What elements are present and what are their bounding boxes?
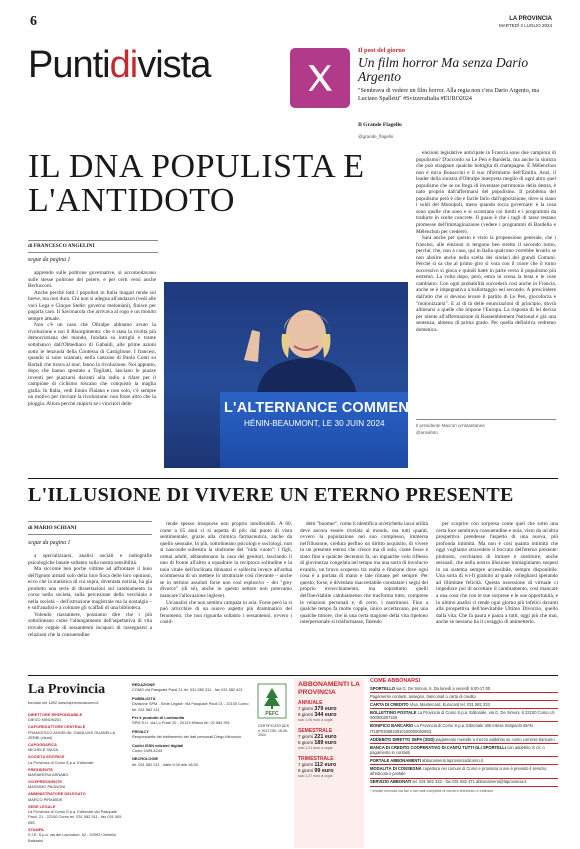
paragraph: Sarà anche per questo e visto la propensione generale, che i francesi, alle elezioni si tengono ben stretto il secondo turno, perché, che, non a caso, qui in Italia qualcuno vorrebbe levarlo se non abolire anche nella scelta dei sindaci dei grandi Comuni. Perché si sa che al primo giro si vota con il cuore che il turno successivo si gioca e quindi batte in parte verso il populismo più estremo. La volta dopo, però, entra in scena la testa e le cose cambiano. Con ogni probabilità succederà così anche in Francia, anche se è impegnativa a ballottaggio nel secondo. A prescindere dall'alto che si devono levare il partito di Le Pen, giocoforza e "molonizzarsi". E al di là delle enunciazioni di principio, dovrà allinearsi a quelle che impone l'Europa. La risposta di lei decisa per niente all'affermazione di Rassemblement National è già una sentenza, almeno di prima grado. Per quella definitiva vedremo domenica. [416,235,556,333]
staff-label: CAPOGRAFICA [28,742,57,748]
how-to-value: La Provincia di Como S.p.a. Editoriale UBI Intesa Sanpaolo IBAN IT18P0306910910100000062663 [370,723,533,734]
staff-row [28,791,126,802]
article2-continuation: segue da pagina 1 [28,540,71,546]
post-quote: "Sembrava di vedere un film horror. Alla regia non c'era Dario Argento, ma Luciano Spalletti" #SvizzeraItalia #EURO2024 [358,88,540,102]
staff-label: STAMPA [28,826,44,832]
how-to-label: MODALITÀ DI CONSEGNA [370,766,422,772]
staff-row [28,827,126,843]
staff-value: S.I.E. S.p.a. via dei Lavoratori, 52 - 20092 Cinisello Balsamo [28,832,117,843]
plan-days: 6 giorni [298,768,314,773]
staff-row [28,804,126,826]
article2-byline: di MARIO SCHIANI [28,525,77,531]
staff-label: PRESIDENTE [28,766,53,772]
post-handle: @grande_flagello [358,134,394,139]
plan-price: 344 euro [314,712,337,718]
banner-main-text: L'ALTERNANCE COMMENCE [224,400,430,416]
plan-price: 221 euro [314,734,337,740]
how-to-row [370,701,558,709]
editorial-row [132,696,252,712]
how-to-value: Pagamento contanti, assegno, bancomat o carta di credito [370,693,476,699]
divider [28,521,152,522]
founded-line: fondato nel 1892 www.laprovinciacomo.it [28,700,99,705]
article1-continuation: segue da pagina 1 [28,257,71,263]
paragraph: a specializzarsi, analisi sociali e radiografie psicologiche basate soltanto sulla nostra sensibilità. [28,553,152,566]
how-to-value: copertura nei comuni di Como e provincia a ove è previsto il servizio, all'edicola o postale [370,766,548,777]
staff-value: MASSIMO PAGNONI [28,784,66,790]
staff-value: FRANCESCO ANGELINI, GIANLUIGI GUANELLA ZERBI (vicari) [28,729,115,741]
divider [28,534,152,535]
editorial-row [132,756,252,767]
how-to-label: BONIFICO BANCARIO [370,723,414,729]
editorial-label: NECROLOGIE [132,756,159,762]
plan-name: SEMESTRALE [298,728,333,734]
editorial-row [132,682,252,693]
post-title: Un film horror Ma senza Dario Argento [358,55,529,84]
pefc-label: PEFC [265,711,279,717]
staff-value: MARIAROSA ARNABO [28,772,69,778]
plan-price: 99 euro [314,768,334,774]
how-to-row [370,744,558,757]
masthead-date: MARTEDÌ 2 LUGLIO 2024 [499,23,552,28]
plan-note: solo 1,27 euro a copia [298,774,333,778]
staff-row [28,754,126,765]
how-to-row [370,757,558,765]
section-title-part1: Punti [28,44,110,86]
staff-value: La Provincia di Como S.p.a. Editoriale via Pasquale Paoli, 21 - 22100 Como tel. 031 582 311 - fax 031 505 055 [28,809,122,825]
plan-name: TRIMESTRALE [298,756,334,762]
plan-days: 7 giorni [298,734,314,739]
staff-row [28,767,126,778]
how-to-value: pagamento mensile a mezzo addebito su conto corrente bancario [435,736,555,742]
staff-value: MICHELE SIAGA [28,747,59,753]
staff-value: La Provincia di Como S.p.a. Editoriale [28,759,94,765]
paragraph: apprendo sulle poltrone governative, si accomodavano sulle stesse poltrone del potere, e per certi versi anche Berlusconi. [28,270,156,290]
section-title-part3: vista [137,44,211,86]
section-title [28,46,210,84]
article1-column-left [28,270,156,470]
how-to-rows [370,685,558,787]
plan-price: 189 euro [314,740,337,746]
plan-note: solo 1,21 euro a copia [298,746,333,750]
staff-value: MARCO PIRAMIDE [28,796,63,802]
article2-headline: L'ILLUSIONE DI VIVERE UN ETERNO PRESENTE [28,484,514,506]
staff-box [28,712,126,844]
subscription-plan [298,756,362,778]
certification-note: CERTIFICATO ADS n. 9112 DEL 18-05-2024 [258,724,289,738]
how-to-title: COME ABBONARSI [370,678,421,684]
subscription-plan [298,728,362,750]
post-kicker: Il post del giorno [358,47,406,54]
article2-column-3 [300,521,428,663]
paragraph: rende spesso insoporse non proprio intollerabili. A 60, come a 65 anni ci si aspetta di più: dal punto di vista sentimentale, grazie alla chimica farmaceutica, anche da quello sessuale. In più, sottolineano psicologi e sociologi, non si nasconde subentra la sindrome del "nido vuoto": i figli, ormai adulti, abbandonano la casa dei genitori, lasciando li uno di fronte all'altro a squadrare la reciproca solitudine e la noia vitale dell'inclinata dinnanzi e sollecita invece all'ardua scommessa di un mettere lo strutturale così rilevante – anche se in termini assoluti forse non così esplosivo – dei "grey divorce" (di sé), anche in questo settore non potevamo mancare l'allocazione inglese). [160,521,292,600]
editorial-row [132,729,252,740]
plan-price: 112 euro [314,762,337,768]
staff-label: CAPOREDATTORE CENTRALE [28,724,86,730]
article1-byline: di FRANCESCO ANGELINI [28,243,95,249]
how-to-value: via G. De Simoni, 6. Da lunedì a venerdì 9.00-17.00 [396,685,491,691]
banner-sub-text: HÉNIN-BEAUMONT, LE 30 JUIN 2024 [244,419,385,428]
editorial-value: tel. 031 582 211 - dalle 9.00 alle 18.00 [132,761,198,767]
subscription-plan [298,700,362,722]
footer-divider [28,675,558,676]
how-to-row [370,693,558,701]
editorial-value: Divisione SPM - Sede Legale: Via Pasquale Paoli 21 - 22100 Como tel. 031 582 211 [132,701,249,712]
section-divider [28,478,558,479]
staff-row [28,712,126,723]
editorial-label: PRIVACY [132,728,150,734]
paragraph: Volendo riassumere, possiamo dire che i più sottolineano come l'allungamento dell'aspettativa di vita trovale coppie di sessantenni incapaci di rassegnarsi a relazioni che la consuetudine [28,611,152,638]
how-to-label: CARTA DI CREDITO [370,701,409,707]
subscriptions-list [298,700,362,784]
how-to-row [370,736,558,744]
divider [416,419,556,420]
editorial-label: REDAZIONE [132,682,155,687]
how-to-label: BOLLETTINO POSTALE [370,709,417,715]
paragraph: Ma siccome ben poche vittime ad affrontare il buio dell'ignoto armati solo della luce fioca delle loro opinioni, ecco che la statistica di cui sopra, diventata notizia, ha già prodotto una serie di dissertazioni sul cambiamento in corso nella società, sulla percezione della vecchiaia e nella società – dell'istruzione magistrale ma la nostalgia – e sull'analisi e a colmare gli scaffali di una biblioteca. [28,566,152,612]
how-to-label: BANCA DI CREDITO COOPERATIVO DI CANTÙ TUTTI GLI SPORTELLI [370,744,506,750]
paragraph: Non c'è un caso che Oltralpe abbiamo avuto la rivoluzione e noi il Risorgimento: che è stata la rivolta più democristiana del mondo, fondata su intrighi e trame sottobanco dall'Obbediaco di Gabaldi, alle prime azioni sotto le lenzuola della Contessa di Castiglione. I francesi, quando si sono scannati, nella canzone di Paolo Conti su Bartali che tirava al tour, fanno la rivoluzione. Noi appunto, dopo che hanno spostato a Togliatti, lasciano le piazze roventi per piazzarsi davanti alla radio a tifare per il campione di ciclismo toscano che conquistò la maglia gialla. In Italia, vedi Ennio Flaiano e non solo, c'è sempre un motivo per rinviare la rivoluzione: non fosse altro che la pioggia. Allora perché stupirsi se i vincitori delle [28,322,156,407]
how-to-value: con addebito in c/c o pagamento in contanti [370,744,545,756]
how-to-value: tel. 031 582 333 - fax 031 582 471 abbonamenti@laprovincia.it [412,779,527,785]
subscriptions-title: ABBONAMENTI LA PROVINCIA [298,681,360,696]
how-to-value: La Provincia di Como S.p.a. Editoriale, via G. De Simoni, 6 22100 Como c/c 000000297226 [370,709,555,721]
staff-label: VICEPRESIDENTE [28,778,62,784]
divider [28,252,158,253]
paragraph: detti "boomer", come li identifica un'etichetta lacui utilità deve ancora essere rivelata al mondo, ma tutti quanti, ovvero la popolazione nel suo complesso, immersa nell'illusione, creduta perfino un diritto acquisito, di vivere in un presente eterno che cresce ma di solo, come fosse è stato fino a qualche decennio fa, un inguaribe volo riflesso di giovinezza congelata nel tempo ma una sorta di involucro evanito, un bravo scoperso tra realtà e finzione dove ogni cosa è a portata di mano e tale rimane per sempre. Per questo, forse, è diventato inaccettabile constatare i segni del proprio invecchiamento, ma soprattutto quelli dell'inevitabile cambiamento che trasforma tutto, comprese le relazioni personali e, di certo, i matrimoni. Fino a qualche tempo fa molte coppie, unico accettavano, per una qualche timore, che in una certa stagione della vita ripetono interpersonale si trasformasse, finendo [300,521,428,626]
staff-label: SOCIETÀ EDITRICE [28,754,65,760]
how-to-row [370,709,558,722]
staff-label: DIRETTORE RESPONSABILE [28,712,83,717]
x-icon [303,61,337,95]
masthead-name: LA PROVINCIA [509,16,552,22]
how-to-label: ADDEBITO DIRETTO SEPA (SDD) [370,736,435,742]
plan-days: 6 giorni [298,740,314,745]
article2-column-2 [160,521,292,663]
article2-column-4 [436,521,558,663]
how-to-label: SPORTELLO [370,685,396,691]
editorial-row [132,715,252,726]
photo-caption: Il presidente Macron un'istantanea [416,423,485,428]
paragraph: elezioni legislative anticipate in Francia sono due campioni di populismo? D'accordo su Le Pen e Bardella, ma anche la sinistra che può strappare qualche bottiglia di champagne. È Mélenchon non è mica Bonaccini e il suo riformismo dell'Emilia. Anzi, il leader della sinistra d'Oltralpe interpreta meglio di ogni altro quel populismo che se ne frega di inventare patrimonio della destra, è nato proprio dall'affermarsi del populismo. Il problema del populismo però è che è facile farlo dall'opposizione, dove si siano i soldi del Monopoli, meno quando tocca governare: è la cosa sono quelle che sono e si scontrano coi limiti e i programmi da tradurre in scelte concrete. Il guaio è che i tagli di tasse restano promesse dell'immaginazione (vedere i programmi di Bardella e Mélenchon per credere). [416,150,556,235]
plan-name: ANNUALE [298,700,323,706]
article1-headline: IL DNA POPULISTA E L'ANTIDOTO [28,148,365,219]
how-to-row [370,765,558,778]
staff-row [28,742,126,753]
x-logo-card [290,48,350,108]
plan-note: solo 1,06 euro a copia [298,718,333,722]
plan-price: 379 euro [314,706,337,712]
editorial-value: COMO via Pasquale Paoli 21 tel. 031 582 311 - fax 031 582 421 [132,687,243,693]
editorial-value: Responsabile del trattamento dei dati personali Diego Minonzio [132,734,242,740]
photo-credit: @ansafoto [416,430,438,435]
how-to-subscribe [370,678,558,848]
staff-value: DIEGO MINONZIO [28,717,62,723]
how-to-value: Visa, Mastercard, Eurocard tel. 031 582 333 [409,701,490,707]
how-to-label: SERVIZIO ABBONATI [370,779,412,785]
staff-label: SEDE LEGALE [28,803,56,809]
plan-days: 7 giorni [298,762,314,767]
how-to-value: abbonamenti.laprovinciadicomo.it [422,758,483,764]
staff-row [28,779,126,790]
how-to-note: * inviate ricevuta via fax o via mail completa di numero telefonico e indirizzo [370,788,494,793]
editorial-row [132,743,252,754]
staff-label: AMMINISTRATORE DELEGATO [28,791,86,797]
article1-column-right [416,150,556,412]
paragraph: per scoprire con sorpresa come quel che sotto una certa luce sembrava consuetudine e noia, visto da un'altra prospettiva prendesse l'aspetto di una nuova, più profonda intimità. Ma non è così quanta intimità che oggi vogliamo stravedere il boccato dell'eterno presente: piuttosto, cerchiamo di imitare e sostituire, anche sessuali, che nella nostra illusione immaginiamo sospesi in un sistema sempre accessibile, sempre disponibile. Una sorta di wi-fi gratuito al quale collegharsi sperando ad illimitate felicità. Questa ossessione di virtuale ci impedisce poi di accettare il cambiamento, così mancare a una cosa che con le sue sorprese e le sue opportunità, e in ultimo analisi ci rende ogni giorno più infelici davanti alla prospettiva dell'inevitabile Ultimo Divorzio, quello dalla vita. Che fa paura e paura a tutti, oggi più che mai, anche se nessuno ha il coraggio di ammetterlo. [436,521,558,626]
page-number: 6 [30,14,37,29]
newspaper-logo: La Provincia [28,682,106,697]
editorial-label: Codici ISSN edizioni digitali [132,742,184,748]
plan-days: 6 giorni [298,712,314,717]
how-to-row [370,722,558,735]
article2-column-1 [28,553,152,663]
pefc-logo [258,684,286,718]
plan-days: 7 giorni [298,706,314,711]
editorial-label: Per il prodotto di Lombardia [132,715,185,721]
paragraph: Anche perché tutti i populisti in Italia magari rende sul breve, ma non dura. Chi non si adegua all'andazzo (vedi alle voci Lega e Cinque Stelle: governo meloniani), finisce per pagarla caro. Il Savonarola che arrivava al rogo è un monito sempre attuale. [28,289,156,322]
speaker-figure [246,300,366,400]
editorial-value: SPM S.r.l. via Lo Frate 20 - 20124 Milano tel. 02 584 991 [132,720,230,726]
paragraph: Un'analisi che non sembra campata in aria. Forse però la si può arricchire di un nuovo aspetto più drammatico del fenomeno, che non riguarda soltanto i sessantenni, ovvero i cosid- [160,599,292,626]
post-author: Il Grande Flagello [358,122,402,128]
staff-row [28,724,126,740]
editorial-label: PUBBLICITÀ [132,695,156,701]
divider [28,240,158,241]
how-to-row [370,685,558,693]
section-title-part2: di [109,44,138,86]
editorial-value: Como 2499-4243 [132,748,163,754]
how-to-row [370,779,558,787]
editorial-info [132,682,252,770]
how-to-label: PORTALE ABBONAMENTI [370,758,421,764]
